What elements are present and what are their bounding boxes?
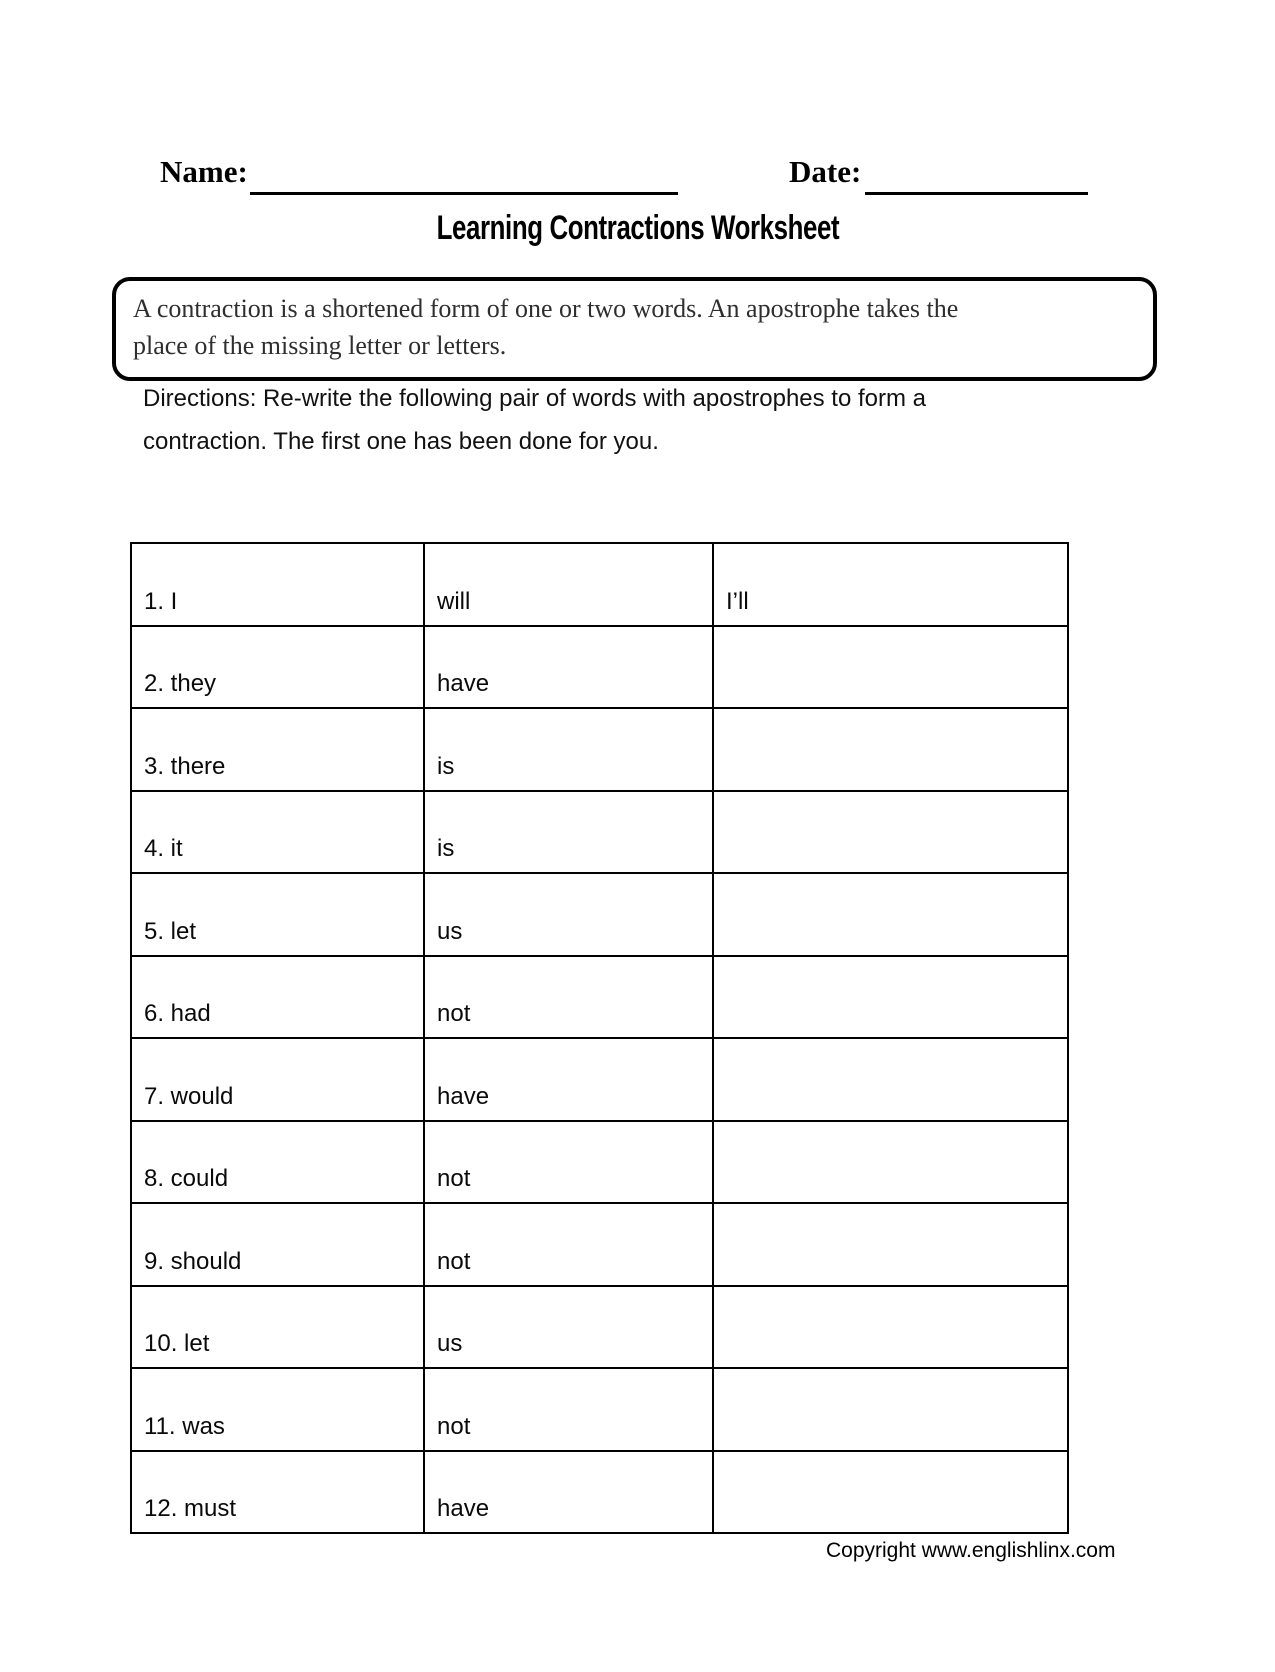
contraction-answer-cell — [713, 1368, 1068, 1451]
pair-word-cell: not — [424, 956, 713, 1039]
table-row — [131, 1038, 1068, 1121]
name-underline — [250, 175, 678, 195]
contraction-answer-cell — [713, 1286, 1068, 1369]
pair-word-cell: is — [424, 708, 713, 791]
pair-word-cell: have — [424, 1451, 713, 1534]
name-label: Name: — [160, 154, 248, 189]
contraction-answer-cell — [713, 708, 1068, 791]
contraction-answer-cell — [713, 626, 1068, 709]
word-cell: 7. would — [131, 1038, 424, 1121]
table-row — [131, 1286, 1068, 1369]
pair-word-cell: not — [424, 1203, 713, 1286]
word-cell: 6. had — [131, 956, 424, 1039]
pair-word-cell: is — [424, 791, 713, 874]
contraction-answer-cell — [713, 1121, 1068, 1204]
definition-line-1: A contraction is a shortened form of one or two words. An apostrophe takes the — [133, 294, 959, 323]
pair-word-cell: not — [424, 1368, 713, 1451]
table-row — [131, 626, 1068, 709]
word-cell: 10. let — [131, 1286, 424, 1369]
contraction-answer-cell: I’ll — [713, 543, 1068, 626]
title-row — [0, 211, 1275, 245]
pair-word-cell: have — [424, 626, 713, 709]
word-cell: 11. was — [131, 1368, 424, 1451]
table-row — [131, 956, 1068, 1039]
word-cell: 5. let — [131, 873, 424, 956]
table-row — [131, 1121, 1068, 1204]
definition-line-2: place of the missing letter or letters. — [133, 331, 507, 360]
table-row — [131, 873, 1068, 956]
contraction-answer-cell — [713, 1451, 1068, 1534]
pair-word-cell: not — [424, 1121, 713, 1204]
date-underline — [865, 175, 1088, 195]
word-cell: 9. should — [131, 1203, 424, 1286]
pair-word-cell: us — [424, 873, 713, 956]
word-cell: 2. they — [131, 626, 424, 709]
table-row — [131, 1368, 1068, 1451]
table-row — [131, 708, 1068, 791]
directions-text — [143, 377, 926, 463]
word-cell: 12. must — [131, 1451, 424, 1534]
contraction-answer-cell — [713, 1038, 1068, 1121]
contraction-answer-cell — [713, 956, 1068, 1039]
worksheet-title: Learning Contractions Worksheet — [436, 209, 839, 247]
definition-box — [112, 277, 1157, 381]
pair-word-cell: have — [424, 1038, 713, 1121]
table-row — [131, 791, 1068, 874]
table-row — [131, 1203, 1068, 1286]
word-cell: 3. there — [131, 708, 424, 791]
word-cell: 4. it — [131, 791, 424, 874]
table-row — [131, 1451, 1068, 1534]
contraction-answer-cell — [713, 873, 1068, 956]
pair-word-cell: us — [424, 1286, 713, 1369]
table-row — [131, 543, 1068, 626]
directions-line-2: contraction. The first one has been done for you. — [143, 428, 659, 455]
pair-word-cell: will — [424, 543, 713, 626]
copyright-text: Copyright www.englishlinx.com — [826, 1539, 1116, 1562]
contractions-table — [130, 542, 1069, 1534]
word-cell: 8. could — [131, 1121, 424, 1204]
contraction-answer-cell — [713, 791, 1068, 874]
contraction-answer-cell — [713, 1203, 1068, 1286]
directions-line-1: Directions: Re-write the following pair of words with apostrophes to form a — [143, 385, 926, 412]
date-label: Date: — [789, 154, 862, 189]
contractions-table-body — [131, 543, 1068, 1533]
word-cell: 1. I — [131, 543, 424, 626]
